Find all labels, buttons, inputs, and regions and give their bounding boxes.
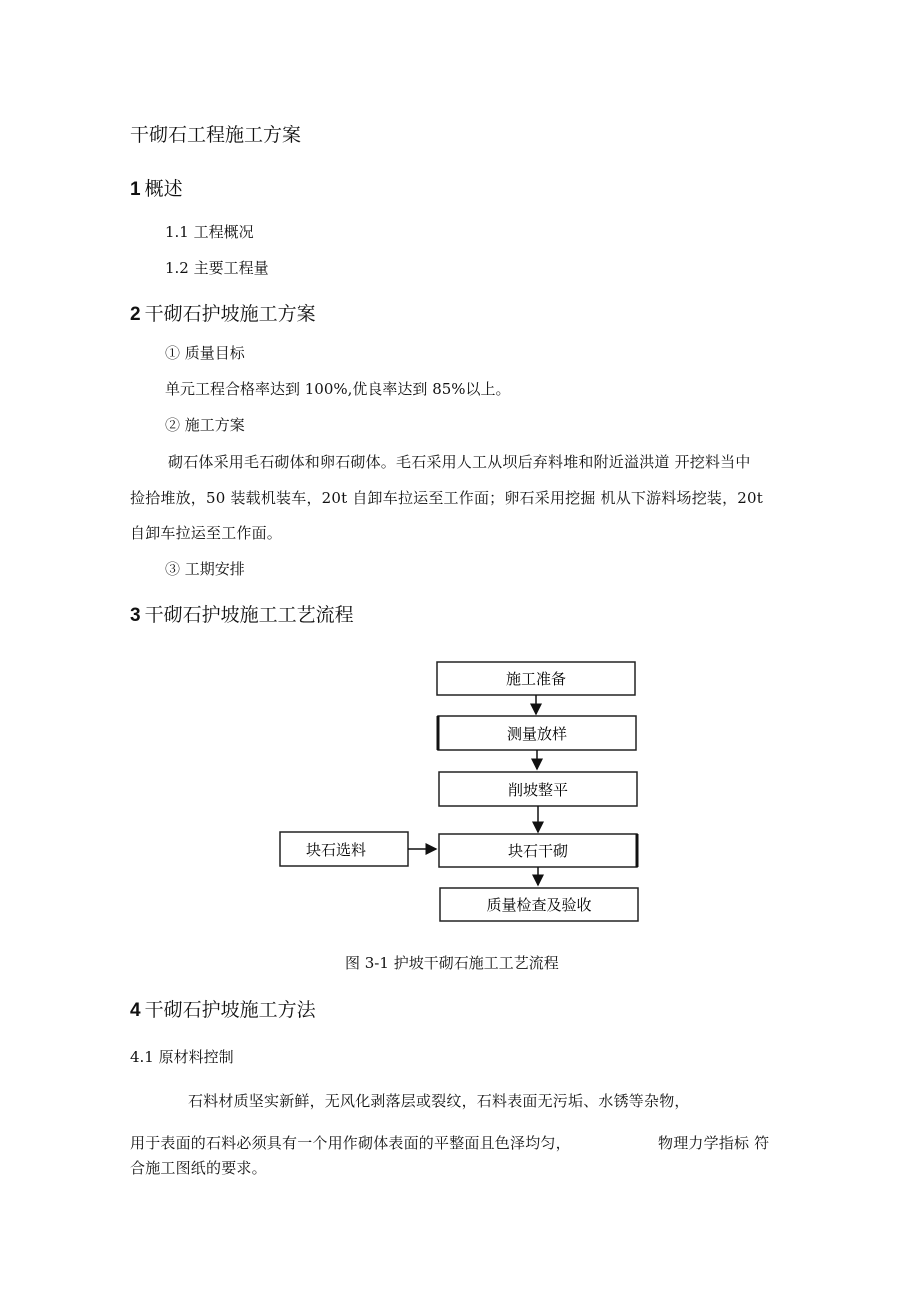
- paragraph-line: 合施工图纸的要求。: [130, 1159, 267, 1177]
- document-title: 干砌石工程施工方案: [130, 124, 302, 146]
- flow-step-dry-masonry: [439, 834, 637, 867]
- item-quality-target: ① 质量目标: [165, 344, 245, 362]
- flow-step-label: 施工准备: [505, 670, 567, 688]
- section-number: 4: [130, 1000, 141, 1021]
- section-title: 干砌石护坡施工方法: [144, 999, 316, 1021]
- figure-caption: 图 3-1 护坡干砌石施工工艺流程: [345, 954, 559, 972]
- paragraph-line: 捡拾堆放，50 装载机装车，20t 自卸车拉运至工作面；卵石采用挖掘 机从下游料场挖装，20t: [130, 489, 764, 507]
- paragraph-line: 自卸车拉运至工作面。: [130, 524, 283, 542]
- paragraph-line: 用于表面的石料必须具有一个用作砌体表面的平整面且色泽均匀，: [130, 1134, 571, 1152]
- flow-side-input-stone-selection: [280, 832, 408, 866]
- section-title: 概述: [144, 178, 183, 200]
- flow-step-survey: [438, 716, 636, 750]
- subsection-1-2: 1.2 主要工程量: [165, 259, 269, 277]
- subsection-4-1: 4.1 原材料控制: [130, 1048, 234, 1066]
- flow-step-label: 块石干砌: [507, 842, 569, 860]
- flow-step-label: 块石选料: [305, 841, 367, 859]
- flow-step-label: 质量检查及验收: [486, 896, 592, 914]
- flow-step-slope-trim: [439, 772, 637, 806]
- section-title: 干砌石护坡施工方案: [144, 303, 316, 325]
- paragraph-line: 砌石体采用毛石砌体和卵石砌体。毛石采用人工从坝后弃料堆和附近溢洪道 开挖料当中: [168, 453, 751, 471]
- quality-target-text: 单元工程合格率达到 100%,优良率达到 85%以上。: [165, 380, 511, 398]
- section-number: 2: [130, 304, 141, 325]
- paragraph-line: 物理力学指标 符: [658, 1134, 770, 1152]
- flow-step-label: 削坡整平: [507, 781, 569, 799]
- paragraph-line: 石料材质坚实新鲜，无风化剥落层或裂纹，石料表面无污垢、水锈等杂物，: [188, 1092, 690, 1110]
- item-construction-plan: ② 施工方案: [165, 416, 245, 434]
- flow-step-inspection: [440, 888, 638, 921]
- section-4-heading: [130, 995, 316, 1022]
- subsection-1-1: 1.1 工程概况: [165, 223, 254, 241]
- flow-step-prepare: [437, 662, 635, 695]
- section-number: 1: [130, 179, 141, 200]
- section-number: 3: [130, 605, 141, 626]
- flow-step-label: 测量放样: [506, 725, 568, 743]
- item-schedule: ③ 工期安排: [165, 560, 245, 578]
- section-title: 干砌石护坡施工工艺流程: [144, 604, 354, 626]
